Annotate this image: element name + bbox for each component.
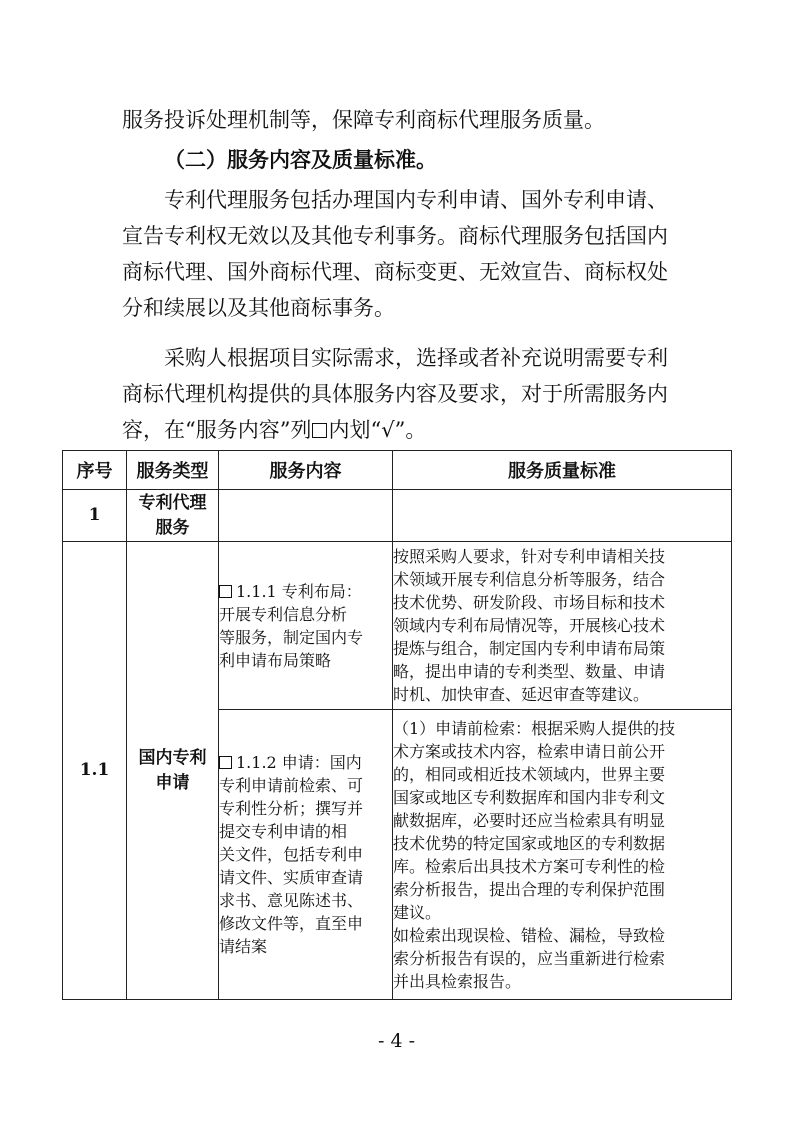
- content-line: 专利性分析；撰写并: [219, 799, 364, 818]
- table-row: [63, 490, 732, 542]
- text-line: 商标代理机构提供的具体服务内容及要求，对于所需服务内: [122, 382, 668, 406]
- standard-line: 领域内专利布局情况等，开展核心技术: [393, 616, 666, 635]
- text-line: 专利代理服务包括办理国内专利申请、国外专利申请、: [164, 188, 668, 212]
- text-line: 服务投诉处理机制等，保障专利商标代理服务质量。: [122, 108, 605, 132]
- standard-line: （1）申请前检索：根据采购人提供的技: [393, 718, 676, 738]
- content-line: 提交专利申请的相: [219, 822, 348, 841]
- content-line: 请文件、实质审查请: [219, 868, 364, 887]
- content-text: 1.1.2 申请：国内: [236, 753, 362, 772]
- service-table: [62, 450, 732, 1000]
- standard-line: 索分析报告有误的，应当重新进行检索: [393, 948, 666, 968]
- service-content-1-1-2: [219, 710, 393, 1000]
- row-no: 1: [63, 490, 127, 542]
- standard-line: 如检索出现误检、错检、漏检，导致检: [393, 925, 666, 945]
- row-type: [127, 542, 219, 1000]
- text-fragment: 容，在“服务内容”列: [122, 418, 312, 442]
- standard-line: 库。检索后出具技术方案可专利性的检: [393, 856, 666, 876]
- content-text: 1.1.1 专利布局：: [236, 581, 362, 601]
- content-line: 关文件，包括专利申: [219, 845, 364, 864]
- row-type-line: 国内专利: [138, 747, 207, 768]
- row-type: [127, 490, 219, 542]
- text-line: 商标代理、国外商标代理、商标变更、无效宣告、商标权处: [122, 260, 668, 284]
- header-standard: 服务质量标准: [393, 451, 732, 490]
- content-line: 开展专利信息分析: [219, 604, 348, 624]
- content-line: [219, 580, 392, 603]
- header-no: 序号: [63, 451, 127, 490]
- standard-line: 略，提出申请的专利类型、数量、申请: [393, 662, 666, 681]
- row-type-line: 服务: [155, 517, 190, 538]
- service-standard-1-1-1: [393, 542, 732, 710]
- standard-line: 提炼与组合，制定国内专利申请布局策: [393, 639, 666, 658]
- service-standard-1-1-2: [393, 710, 732, 1000]
- text-line: 分和续展以及其他商标事务。: [122, 296, 395, 320]
- standard-line: 并出具检索报告。: [393, 971, 522, 991]
- standard-line: 索分析报告，提出合理的专利保护范围: [393, 879, 666, 899]
- checkbox-icon: [312, 423, 327, 438]
- standard-line: 术方案或技术内容，检索申请日前公开: [393, 741, 666, 761]
- standard-line: 时机、加快审查、延迟审查等建议。: [393, 685, 650, 704]
- content-line: 修改文件等，直至申: [219, 914, 364, 933]
- content-line: 利申请布局策略: [219, 650, 332, 670]
- checkbox-icon[interactable]: [219, 756, 232, 769]
- row-type-line: 申请: [155, 772, 190, 793]
- header-type: 服务类型: [127, 451, 219, 490]
- table-row: [63, 542, 732, 710]
- standard-line: 献数据库，必要时还应当检索具有明显: [393, 810, 666, 830]
- content-line: 求书、意见陈述书、: [219, 891, 364, 910]
- text-fragment: 内划“√”。: [328, 418, 427, 442]
- standard-line: 国家或地区专利数据库和国内非专利文: [393, 787, 666, 807]
- header-content: 服务内容: [219, 451, 393, 490]
- section-heading: [164, 142, 724, 178]
- content-line: 专利申请前检索、可: [219, 776, 364, 795]
- content-line: 请结案: [219, 937, 268, 956]
- row-standard: [393, 490, 732, 542]
- paragraph-services: [122, 182, 682, 326]
- text-line-with-box: [122, 412, 682, 448]
- standard-line: 术领域开展专利信息分析等服务，结合: [393, 570, 666, 589]
- table-header-row: [63, 451, 732, 490]
- paragraph-instructions: [122, 340, 682, 448]
- content-line: 等服务，制定国内专: [219, 627, 364, 647]
- row-content: [219, 490, 393, 542]
- standard-line: 技术优势、研发阶段、市场目标和技术: [393, 593, 666, 612]
- paragraph-intro: [122, 102, 682, 138]
- standard-line: 建议。: [393, 902, 442, 922]
- row-type-line: 专利代理: [138, 492, 207, 513]
- standard-line: 的，相同或相近技术领域内，世界主要: [393, 764, 666, 784]
- content-line: [219, 751, 392, 774]
- page-number: - 4 -: [377, 1030, 415, 1052]
- service-content-1-1-1: [219, 542, 393, 710]
- standard-line: 技术优势的特定国家或地区的专利数据: [393, 833, 666, 853]
- checkbox-icon[interactable]: [219, 585, 232, 598]
- section-heading-text: （二）服务内容及质量标准。: [164, 147, 437, 172]
- text-line: 宣告专利权无效以及其他专利事务。商标代理服务包括国内: [122, 224, 668, 248]
- standard-line: 按照采购人要求，针对专利申请相关技: [393, 547, 666, 566]
- text-line: 采购人根据项目实际需求，选择或者补充说明需要专利: [164, 346, 668, 370]
- row-no: 1.1: [63, 542, 127, 1000]
